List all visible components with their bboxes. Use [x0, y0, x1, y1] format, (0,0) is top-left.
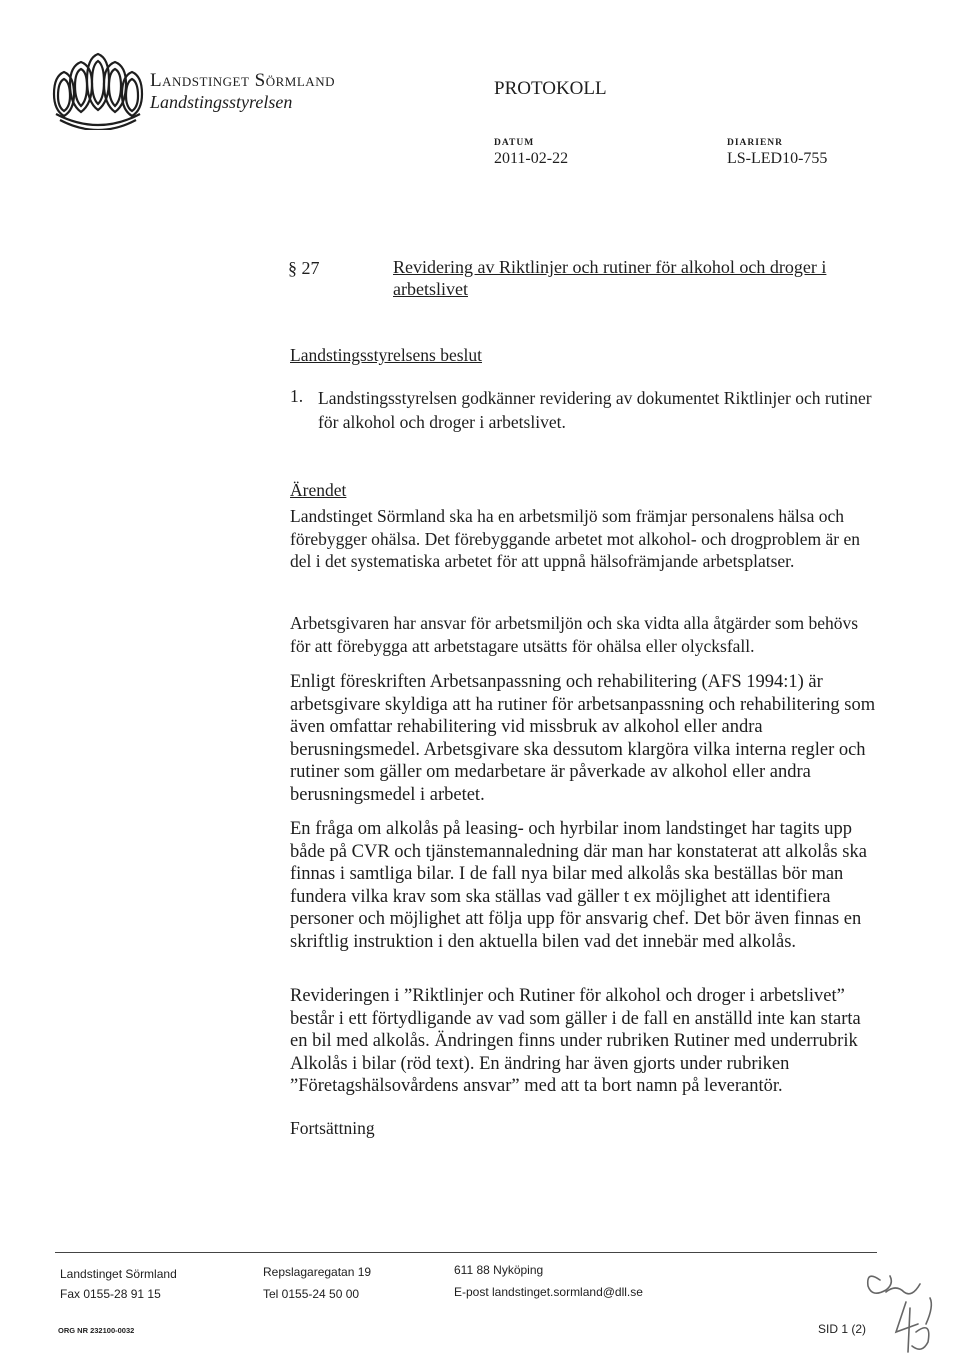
footer-divider — [55, 1252, 877, 1253]
footer-phone: Tel 0155-24 50 00 — [263, 1287, 360, 1301]
paragraph-title: Revidering av Riktlinjer och rutiner för alkohol och droger i arbetslivet — [393, 257, 827, 299]
matter-paragraph-5: Revideringen i ”Riktlinjer och Rutiner för alkohol och droger i arbetslivet” består i ett förtydligande av vad som gäller i de fall en anställd inte kan starta en bil med alkolås. Ändringen finns under rubriken Rutiner med underrubrik Alkolås i bilar (röd text). En ändring har även gjorts under rubriken ”Företagshälsovårdens ansvar” med att ta bort namn på leverantör. — [290, 986, 861, 1096]
footer-street: Repslagaregatan 19 — [263, 1265, 372, 1279]
footer-email: E-post landstinget.sormland@dll.se — [454, 1285, 643, 1299]
matter-heading: Ärendet — [290, 480, 347, 500]
continued-note: Fortsättning — [290, 1118, 375, 1138]
org-department: Landstingsstyrelsen — [150, 92, 293, 112]
registry-number-label: DIARIENR — [727, 138, 784, 148]
paragraph-number: § 27 — [288, 258, 320, 278]
footer-postal-city: 611 88 Nyköping — [454, 1263, 544, 1277]
document-type: PROTOKOLL — [494, 78, 607, 99]
matter-paragraph-1: Landstinget Sörmland ska ha en arbetsmiljö som främjar personalens hälsa och förebygger ohälsa. Det förebyggande arbetet mot alkohol- och drogproblem är en del i det systematiska arbetet för att uppnå hälsofrämjande arbetsplatser. — [290, 506, 860, 571]
decision-heading: Landstingsstyrelsens beslut — [290, 345, 482, 365]
footer-fax: Fax 0155-28 91 15 — [60, 1287, 161, 1301]
page-number: SID 1 (2) — [818, 1322, 867, 1336]
date-value: 2011-02-22 — [494, 150, 569, 167]
landstinget-logo-icon — [50, 52, 146, 130]
footer-org-name: Landstinget Sörmland — [60, 1267, 177, 1281]
matter-paragraph-4: En fråga om alkolås på leasing- och hyrbilar inom landstinget har tagits upp både på CVR och tjänstemannaledning där man har konstaterat att alkolås ska finnas i samtliga bilar. I de fall nya bilar med alkolås ska beställas bör man fundera vilka krav som ska ställas vad gäller t ex möjlighet att identifiera personer och möjlighet att följa upp för ansvarig chef. Det bör även finnas en skriftlig instruktion i den aktuella bilen vad det innebär med alkolås. — [290, 819, 867, 952]
matter-paragraph-3: Enligt föreskriften Arbetsanpassning och rehabilitering (AFS 1994:1) är arbetsgivare skyldiga att ha rutiner för arbetsanpassning och rehabilitering som även omfattar rehabilitering vid missbruk av alkohol eller andra berusningsmedel. Arbetsgivare ska dessutom klargöra vilka interna regler och rutiner som gäller om medarbetare är påverkade av alkohol eller andra berusningsmedel i arbetet. — [290, 672, 876, 805]
date-label: DATUM — [494, 138, 535, 148]
footer-org-number: ORG NR 232100-0032 — [58, 1326, 135, 1335]
handwritten-initials-icon — [860, 1262, 950, 1358]
matter-paragraph-2: Arbetsgivaren har ansvar för arbetsmiljön och ska vidta alla åtgärder som behövs för att förebygga att arbetstagare utsätts för ohälsa eller olycksfall. — [290, 613, 859, 656]
decision-item-number: 1. — [290, 386, 304, 406]
registry-number-value: LS-LED10-755 — [727, 150, 828, 167]
decision-item-text: Landstingsstyrelsen godkänner revidering av dokumentet Riktlinjer och rutiner för alkohol och droger i arbetslivet. — [318, 388, 872, 432]
org-name: Landstinget Sörmland — [150, 70, 335, 91]
